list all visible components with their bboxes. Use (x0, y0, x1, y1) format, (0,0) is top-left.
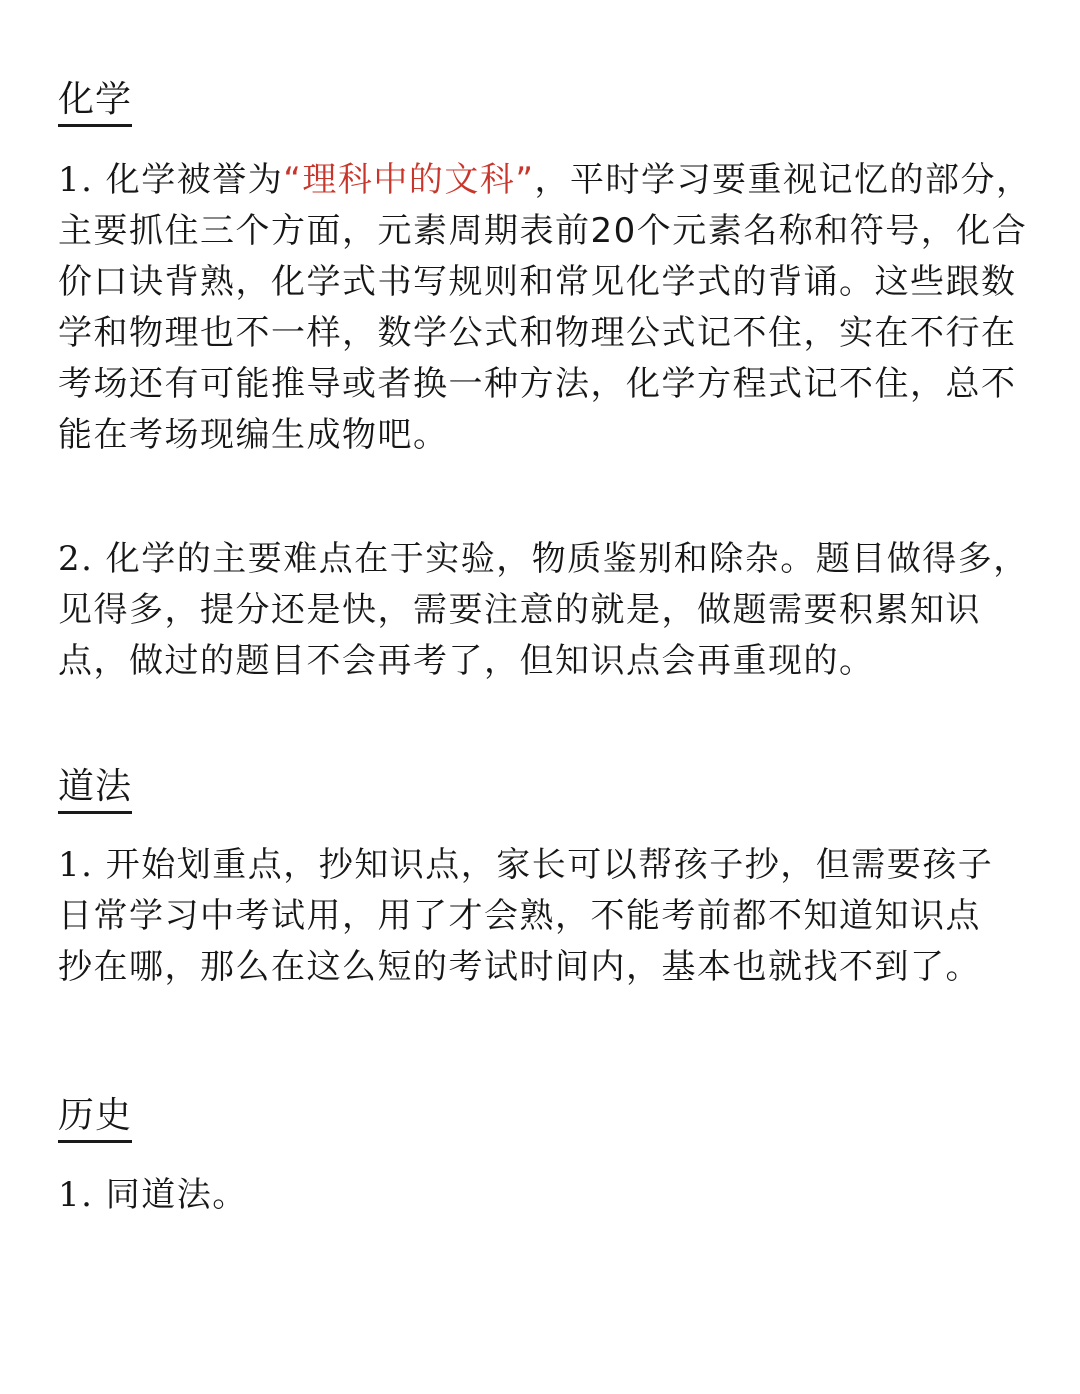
history-point-1 (58, 1170, 1003, 1221)
point-text-start: 化学被誉为 (105, 160, 284, 200)
point-text: 化学的主要难点在于实验，物质鉴别和除杂。题目做得多，见得多，提分还是快，需要注意的就是，做题需要积累知识点，做过的题目不会再考了，但知识点会再重现的。 (58, 539, 1029, 681)
point-text-rest: ，平时学习要重视记忆的部分，主要抓住三个方面，元素周期表前20个元素名称和符号，化合价口诀背熟，化学式书写规则和常见化学式的背诵。这些跟数学和物理也不一样，数学公式和物理公式记不住，实在不行在考场还有可能推导或者换一种方法，化学方程式记不住，总不能在考场现编生成物吧。 (58, 160, 1032, 455)
section-title-morality-law: 道法 (58, 765, 132, 814)
chemistry-point-1 (58, 155, 1033, 461)
chemistry-point-2 (58, 534, 1033, 687)
section-title-history: 历史 (58, 1094, 132, 1143)
morality-law-point-1 (58, 840, 1003, 993)
section-title-chemistry: 化学 (58, 78, 132, 127)
point-text: 开始划重点，抄知识点，家长可以帮孩子抄，但需要孩子日常学习中考试用，用了才会熟，不能考前都不知道知识点抄在哪，那么在这么短的考试时间内，基本也就找不到了。 (58, 845, 994, 987)
point-text: 同道法。 (105, 1175, 248, 1215)
point-number: 1. (58, 845, 94, 885)
highlighted-phrase: “理科中的文科” (283, 160, 535, 200)
point-number: 1. (58, 160, 94, 200)
point-number: 2. (58, 539, 94, 579)
point-number: 1. (58, 1175, 94, 1215)
